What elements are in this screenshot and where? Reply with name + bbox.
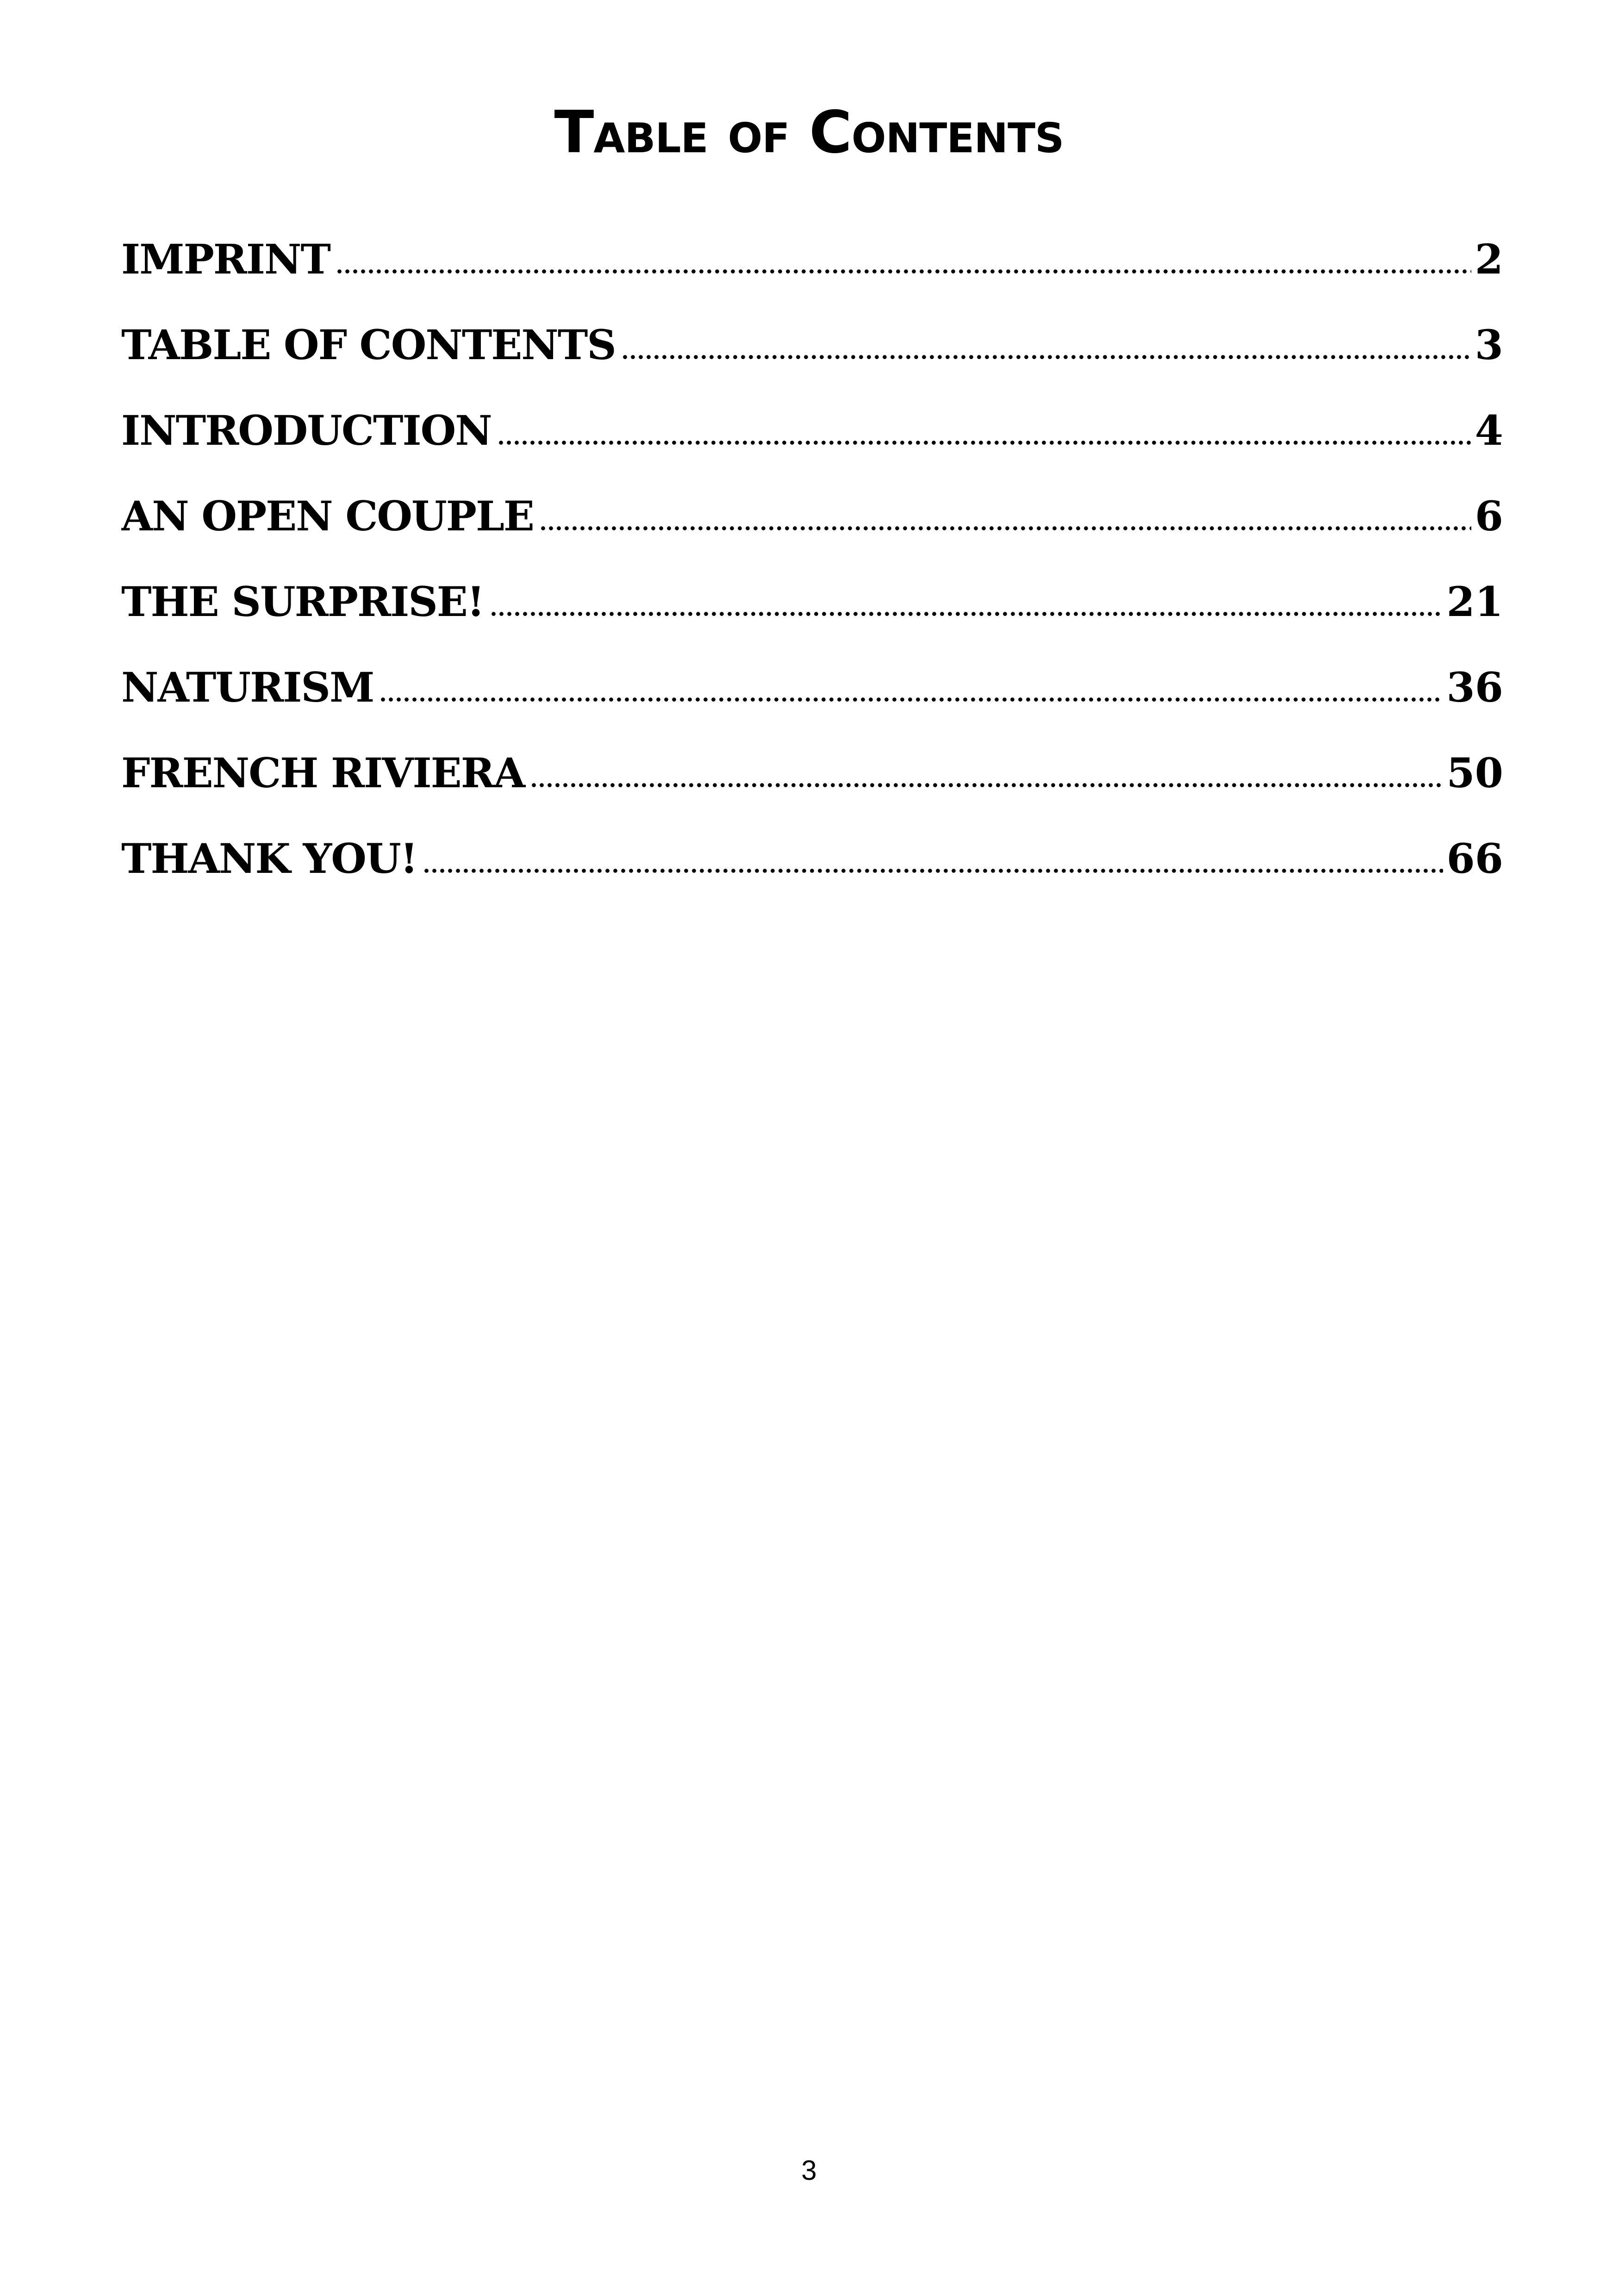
toc-entry-page: 21 [1446, 578, 1503, 626]
toc-entry-french-riviera[interactable] [121, 740, 1503, 826]
toc-list [121, 227, 1503, 912]
dot-leader [621, 355, 1471, 359]
dot-leader [490, 612, 1443, 616]
toc-entry-thank-you[interactable] [121, 826, 1503, 912]
toc-entry-page: 6 [1475, 492, 1503, 540]
toc-entry-introduction[interactable] [121, 398, 1503, 484]
toc-entry-label: FRENCH RIVIERA [121, 749, 525, 797]
toc-entry-label: NATURISM [121, 663, 374, 711]
toc-entry-page: 36 [1446, 663, 1503, 711]
toc-entry-the-surprise[interactable] [121, 569, 1503, 655]
dot-leader [423, 869, 1443, 873]
toc-entry-label: AN OPEN COUPLE [121, 492, 534, 540]
dot-leader [497, 441, 1471, 445]
toc-entry-naturism[interactable] [121, 655, 1503, 740]
dot-leader [379, 697, 1443, 702]
toc-entry-label: THANK YOU! [121, 834, 417, 883]
toc-entry-imprint[interactable] [121, 227, 1503, 312]
toc-heading: Table of Contents [554, 98, 1064, 166]
toc-entry-page: 4 [1475, 406, 1503, 454]
toc-entry-page: 66 [1446, 834, 1503, 883]
toc-entry-table-of-contents[interactable] [121, 312, 1503, 398]
dot-leader [539, 526, 1471, 530]
toc-entry-label: THE SURPRISE! [121, 578, 484, 626]
toc-entry-label: INTRODUCTION [121, 406, 492, 454]
toc-entry-label: TABLE OF CONTENTS [121, 321, 616, 369]
dot-leader [336, 269, 1471, 274]
page-number: 3 [801, 2155, 817, 2186]
toc-entry-an-open-couple[interactable] [121, 484, 1503, 569]
toc-entry-page: 50 [1446, 749, 1503, 797]
toc-entry-page: 3 [1475, 321, 1503, 369]
toc-entry-page: 2 [1475, 235, 1503, 283]
dot-leader [530, 783, 1443, 787]
toc-entry-label: IMPRINT [121, 235, 330, 283]
